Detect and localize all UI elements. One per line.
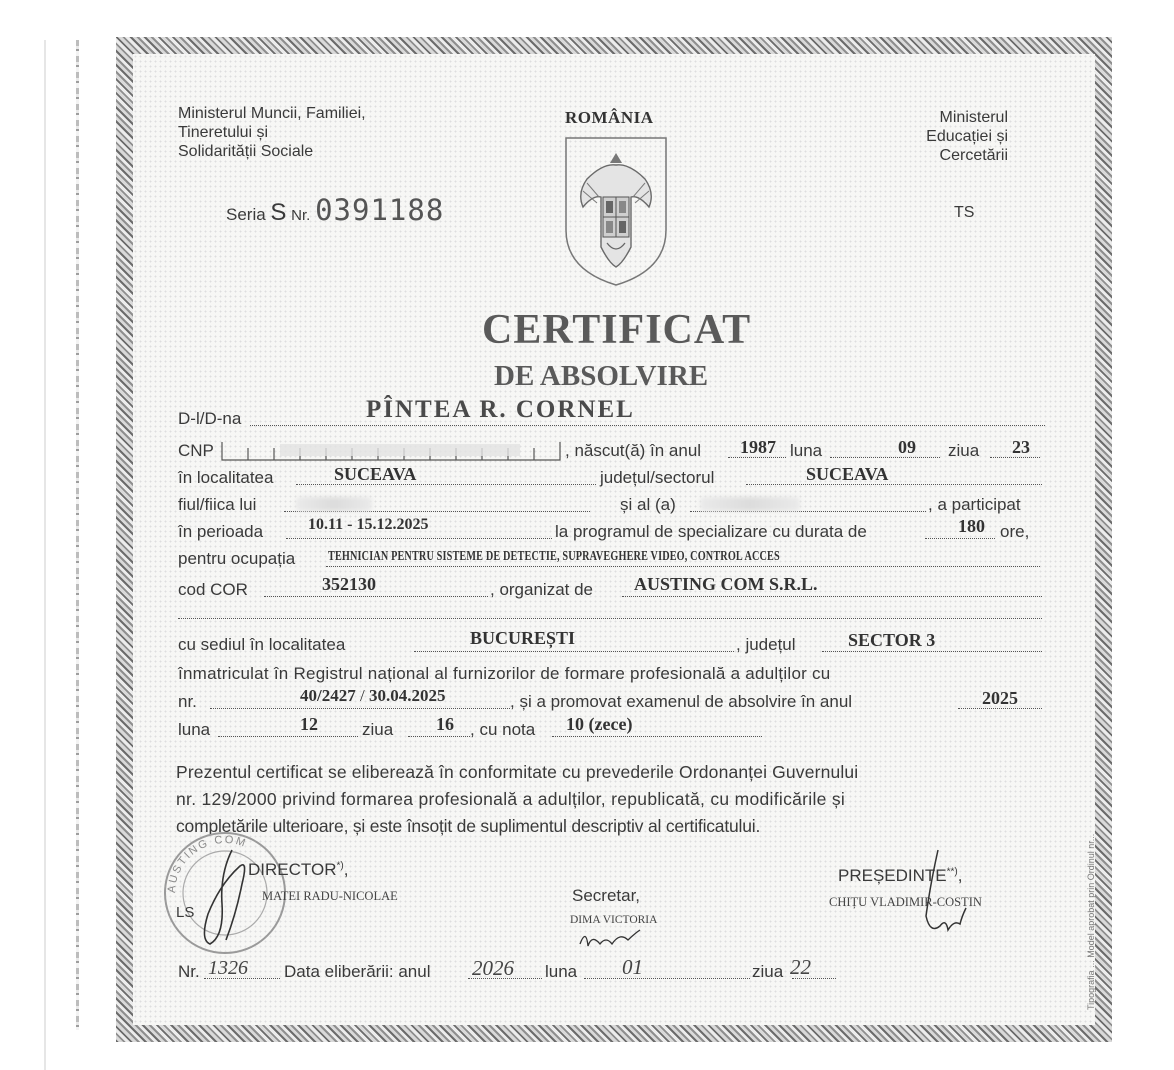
dotted-line [210,708,510,709]
issue-date-label: Data eliberării: anul [284,962,431,981]
holder-label: D-l/D-na [178,409,242,428]
side-printer-note: Tipografia ... Model aprobat prin Ordinul nr... [1086,833,1096,1010]
issue-year: 2026 [472,956,514,980]
birth-locality-label: în localitatea [178,468,274,487]
parent-label: fiul/fiica lui [178,495,257,514]
nr-label: Nr. [291,207,311,224]
cnp-boxes [220,440,565,462]
dotted-line [408,736,470,737]
director-title: DIRECTOR*), [248,860,349,879]
president-signature-icon [900,846,970,942]
serial-number: 0391188 [315,193,445,227]
program-label: la programul de specializare cu durata de [555,522,867,541]
dotted-line [584,978,750,979]
exam-year: 2025 [982,688,1018,708]
legal-line-3: completările ulterioare, și este însoțit de suplimentul descriptiv al certificatului. [176,816,761,836]
right-ministry-line-2: Educației și [926,128,1008,145]
country-label: ROMÂNIA [565,108,654,127]
birth-year: 1987 [740,437,776,457]
exam-passed-label: , și a promovat examenul de absolvire în anul [510,692,853,711]
ts-mark: TS [954,204,975,221]
dotted-line [552,736,762,737]
registry-number: 40/2427 / 30.04.2025 [300,686,446,705]
left-ministry-line-1: Ministerul Muncii, Familiei, [178,105,366,122]
seria-label: Seria [226,205,266,224]
birth-locality: SUCEAVA [334,464,417,484]
president-title: PREȘEDINTE**), [838,866,963,885]
exam-day-label: ziua [362,720,394,739]
registry-text: înmatriculat în Registrul național al furnizorilor de formare profesională a adulților cu [178,664,831,683]
hq-locality-label: cu sediul în localitatea [178,635,346,654]
left-ministry [178,104,366,161]
left-ministry-line-2: Tineretului și [178,124,269,141]
birth-month-label: luna [790,441,823,460]
certificate-subtitle: DE ABSOLVIRE [494,360,709,392]
participated-label: , a participat [928,495,1021,514]
director-label: DIRECTOR [248,860,337,879]
director-signature-icon [196,844,266,954]
hq-locality: BUCUREȘTI [470,628,576,648]
birth-month: 09 [898,437,916,457]
left-ministry-line-3: Solidarității Sociale [178,143,314,160]
footer-nr-label: Nr. [178,962,200,981]
registry-date: 30.04.2025 [368,686,446,705]
dotted-line [925,538,995,539]
president-label: PREȘEDINTE [838,866,947,885]
issue-day: 22 [790,955,811,979]
scan-edge-strip [76,40,79,1030]
program-hours: 180 [958,516,985,536]
dotted-line [218,736,358,737]
redacted-father-name [296,497,372,511]
dotted-line [284,511,590,512]
occupation-name: TEHNICIAN PENTRU SISTEME DE DETECTIE, SUPRAVEGHERE VIDEO, CONTROL ACCES [328,549,780,564]
organizer-name: AUSTING COM S.R.L. [634,574,818,594]
training-period: 10.11 - 15.12.2025 [308,516,429,533]
exam-month: 12 [300,714,318,734]
dotted-line [264,596,488,597]
organizer-label: , organizat de [490,580,594,599]
dotted-line [326,566,1040,567]
certificate-title: CERTIFICAT [482,307,752,353]
dotted-line [830,457,940,458]
cor-label: cod COR [178,580,248,599]
president-name: CHIȚU VLADIMIR-COSTIN [829,895,982,909]
issue-month-label: luna [545,962,578,981]
cnp-label: CNP [178,441,214,460]
right-ministry-line-3: Cercetării [939,147,1008,164]
seria-letter: S [270,199,287,226]
birth-county: SUCEAVA [806,464,889,484]
ls-label: LS [176,904,195,921]
registry-nr-label: nr. [178,692,197,711]
scan-edge-line [44,40,46,1070]
director-footnote-mark: *) [336,860,344,872]
hours-label: ore, [1000,522,1030,541]
dotted-line [746,484,1042,485]
serial-block [226,193,444,227]
dotted-line [250,425,1045,426]
issue-day-label: ziua [752,962,784,981]
coat-of-arms-icon [563,135,669,287]
stamp-text: AUSTING COM [165,833,249,894]
right-ministry [900,108,1008,165]
dotted-line [414,651,734,652]
cor-code: 352130 [322,574,376,594]
hq-county-label: , județul [736,635,796,654]
exam-day: 16 [436,714,454,734]
register-number: 1326 [208,957,248,979]
holder-name: PÎNTEA R. CORNEL [366,396,635,423]
dotted-line [178,618,1042,619]
occupation-label: pentru ocupația [178,549,296,568]
registry-number-value: 40/2427 [300,686,356,705]
secretary-name: DIMA VICTORIA [570,914,658,926]
secretary-label: Secretar, [572,886,641,905]
exam-month-label: luna [178,720,211,739]
birth-day-label: ziua [948,441,980,460]
county-sector-label: județul/sectorul [600,468,715,487]
legal-line-2: nr. 129/2000 privind formarea profesională a adulților, republicată, cu modificările și [176,789,846,809]
mother-label: și al (a) [620,495,676,514]
issue-month: 01 [622,955,643,979]
dotted-line [622,596,1042,597]
redacted-mother-name [700,497,800,511]
birth-day: 23 [1012,437,1030,457]
dotted-line [822,651,1042,652]
right-ministry-line-1: Ministerul [939,109,1008,126]
hq-county: SECTOR 3 [848,630,936,650]
dotted-line [690,511,926,512]
legal-line-1: Prezentul certificat se eliberează în conformitate cu prevederile Ordonanței Guvernului [176,762,859,782]
dotted-line [286,538,552,539]
grade-value: 10 (zece) [566,714,633,734]
secretary-signature-icon [576,924,646,952]
director-name: MATEI RADU-NICOLAE [262,889,398,903]
born-label: , născut(ă) în anul [565,441,702,460]
period-label: în perioada [178,522,264,541]
grade-label: , cu nota [470,720,536,739]
president-footnote-mark: **) [946,866,958,878]
